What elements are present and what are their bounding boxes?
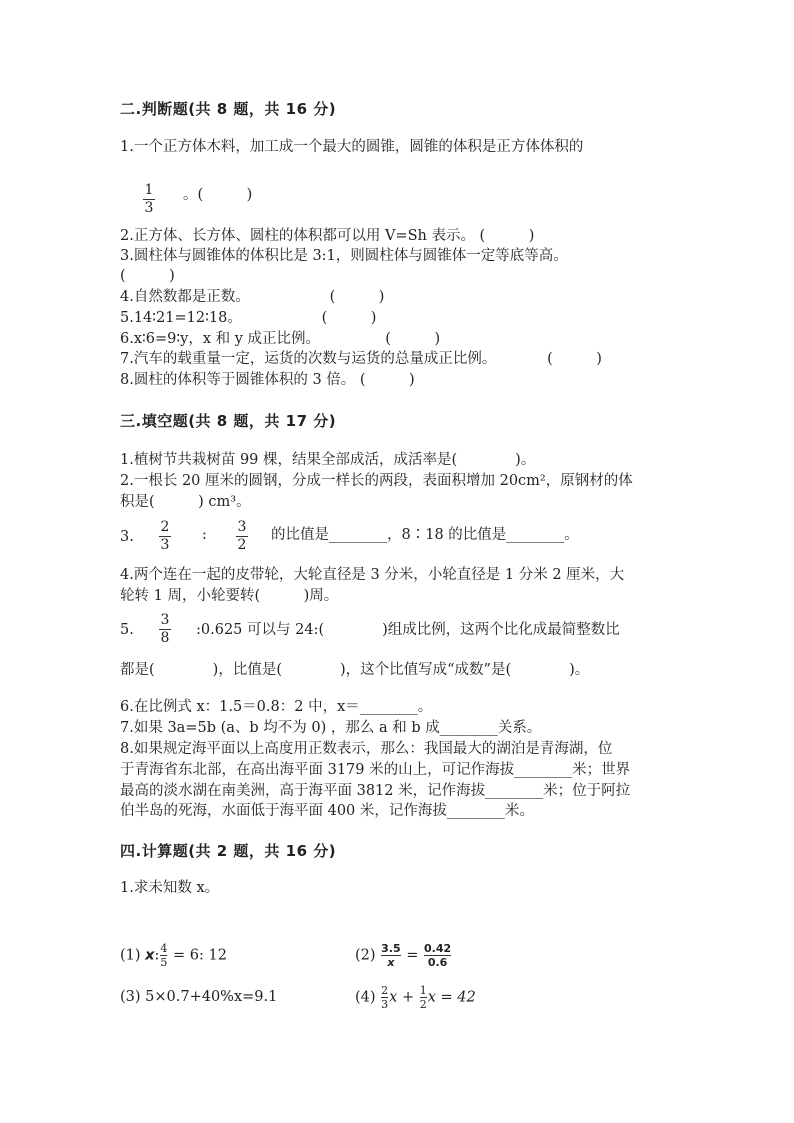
fill-q3-fraction-1 (159, 520, 171, 553)
fill-q2-line1: 2.一根长 20 厘米的圆钢，分成一样长的两段，表面积增加 20cm²，原钢材的体 (120, 473, 633, 489)
judgment-q5: 5.14∶21=12∶18。 ( ) (120, 310, 377, 326)
fraction-denominator: 3 (144, 200, 154, 216)
equation-label: (4) (355, 989, 376, 1006)
fraction-numerator: 1 (419, 984, 427, 997)
fill-q5-rest: :0.625 可以与 24:( )组成比例，这两个比化成最简整数比 (196, 622, 620, 638)
fill-q3-label: 3. (120, 529, 134, 545)
fill-q5-line2: 都是( )，比值是( )，这个比值写成“成数”是( )。 (120, 662, 590, 678)
judgment-q1-line2: 。( ) (183, 187, 253, 203)
judgment-q1-line1: 1.一个正方体木料，加工成一个最大的圆锥，圆锥的体积是正方体体积的 (120, 139, 584, 155)
fill-q6: 6.在比例式 x：1.5＝0.8：2 中，x＝________。 (120, 699, 433, 715)
equation-fraction-1 (381, 985, 388, 1010)
equation-rhs: = 6: 12 (173, 947, 227, 964)
fraction-denominator: 3 (381, 998, 389, 1011)
fill-q8-line1: 8.如果规定海平面以上高度用正数表示，那么：我国最大的湖泊是青海湖，位 (120, 741, 613, 757)
section-title-judgment: 二.判断题(共 8 题，共 16 分) (120, 100, 337, 118)
fraction-denominator: 0.6 (427, 956, 448, 969)
judgment-q3-line2: ( ) (120, 268, 175, 284)
fill-q1: 1.植树节共栽树苗 99 棵，结果全部成活，成活率是( )。 (120, 452, 536, 468)
fill-q5-fraction (159, 613, 171, 646)
fill-q5-label: 5. (120, 622, 134, 638)
fraction-denominator: 8 (160, 630, 170, 646)
fill-q3-rest: 的比值是________，8∶18 的比值是________。 (271, 527, 579, 543)
equation-fraction (160, 943, 167, 968)
fill-q3-fraction-2 (236, 520, 248, 553)
judgment-q6: 6.x∶6=9∶y，x 和 y 成正比例。 ( ) (120, 331, 441, 347)
judgment-q3-line1: 3.圆柱体与圆锥体的体积比是 3:1，则圆柱体与圆锥体一定等底等高。 (120, 248, 568, 264)
equation-colon: : (154, 947, 160, 964)
equation-term: x + (389, 989, 415, 1006)
equation-4 (355, 985, 476, 1010)
equation-label: (1) (120, 947, 141, 964)
fraction-denominator: 2 (419, 998, 427, 1011)
equation-variable: x (145, 947, 155, 964)
fraction-numerator: 0.42 (424, 942, 452, 955)
fill-q7: 7.如果 3a=5b (a、b 均不为 0) ，那么 a 和 b 成________关系。 (120, 720, 542, 736)
equation-rhs: x = 42 (427, 989, 476, 1006)
fraction-numerator: 4 (160, 942, 168, 955)
judgment-q1-fraction (143, 183, 155, 216)
fraction-numerator: 2 (381, 984, 389, 997)
equation-equals: = (406, 947, 419, 964)
fraction-denominator: 3 (160, 537, 170, 553)
equation-fraction-left (381, 943, 401, 968)
fraction-denominator: x (387, 956, 395, 969)
section-title-calc: 四.计算题(共 2 题，共 16 分) (120, 842, 337, 860)
judgment-q4: 4.自然数都是正数。 ( ) (120, 289, 385, 305)
fraction-numerator: 3 (160, 612, 170, 628)
calc-q1: 1.求未知数 x。 (120, 880, 220, 896)
fill-q3-colon: : (202, 527, 207, 543)
fraction-numerator: 3 (237, 519, 247, 535)
fill-q4-line1: 4.两个连在一起的皮带轮，大轮直径是 3 分米，小轮直径是 1 分米 2 厘米，大 (120, 567, 625, 583)
fraction-numerator: 1 (144, 182, 154, 198)
fill-q8-line4: 伯半岛的死海，水面低于海平面 400 米，记作海拔________米。 (120, 803, 534, 819)
fill-q2-line2: 积是( ) cm³。 (120, 494, 251, 510)
fill-q4-line2: 轮转 1 周，小轮要转( )周。 (120, 588, 339, 604)
fraction-denominator: 2 (237, 537, 247, 553)
equation-3: (3) 5×0.7+40%x=9.1 (120, 989, 278, 1005)
equation-fraction-right (424, 943, 451, 968)
fraction-denominator: 5 (160, 956, 168, 969)
judgment-q2: 2.正方体、长方体、圆柱的体积都可以用 V=Sh 表示。 ( ) (120, 228, 535, 244)
equation-2 (355, 943, 452, 968)
equation-1 (120, 943, 227, 968)
judgment-q8: 8.圆柱的体积等于圆锥体积的 3 倍。 ( ) (120, 372, 415, 388)
section-title-fill: 三.填空题(共 8 题，共 17 分) (120, 412, 337, 430)
fraction-numerator: 2 (160, 519, 170, 535)
fill-q8-line2: 于青海省东北部，在高出海平面 3179 米的山上，可记作海拔________米；世界 (120, 762, 631, 778)
equation-label: (2) (355, 947, 376, 964)
fill-q8-line3: 最高的淡水湖在南美洲，高于海平面 3812 米，记作海拔________米；位于阿拉 (120, 783, 631, 799)
fraction-numerator: 3.5 (381, 942, 401, 955)
judgment-q7: 7.汽车的载重量一定，运货的次数与运货的总量成正比例。 ( ) (120, 351, 602, 367)
equation-fraction-2 (420, 985, 427, 1010)
